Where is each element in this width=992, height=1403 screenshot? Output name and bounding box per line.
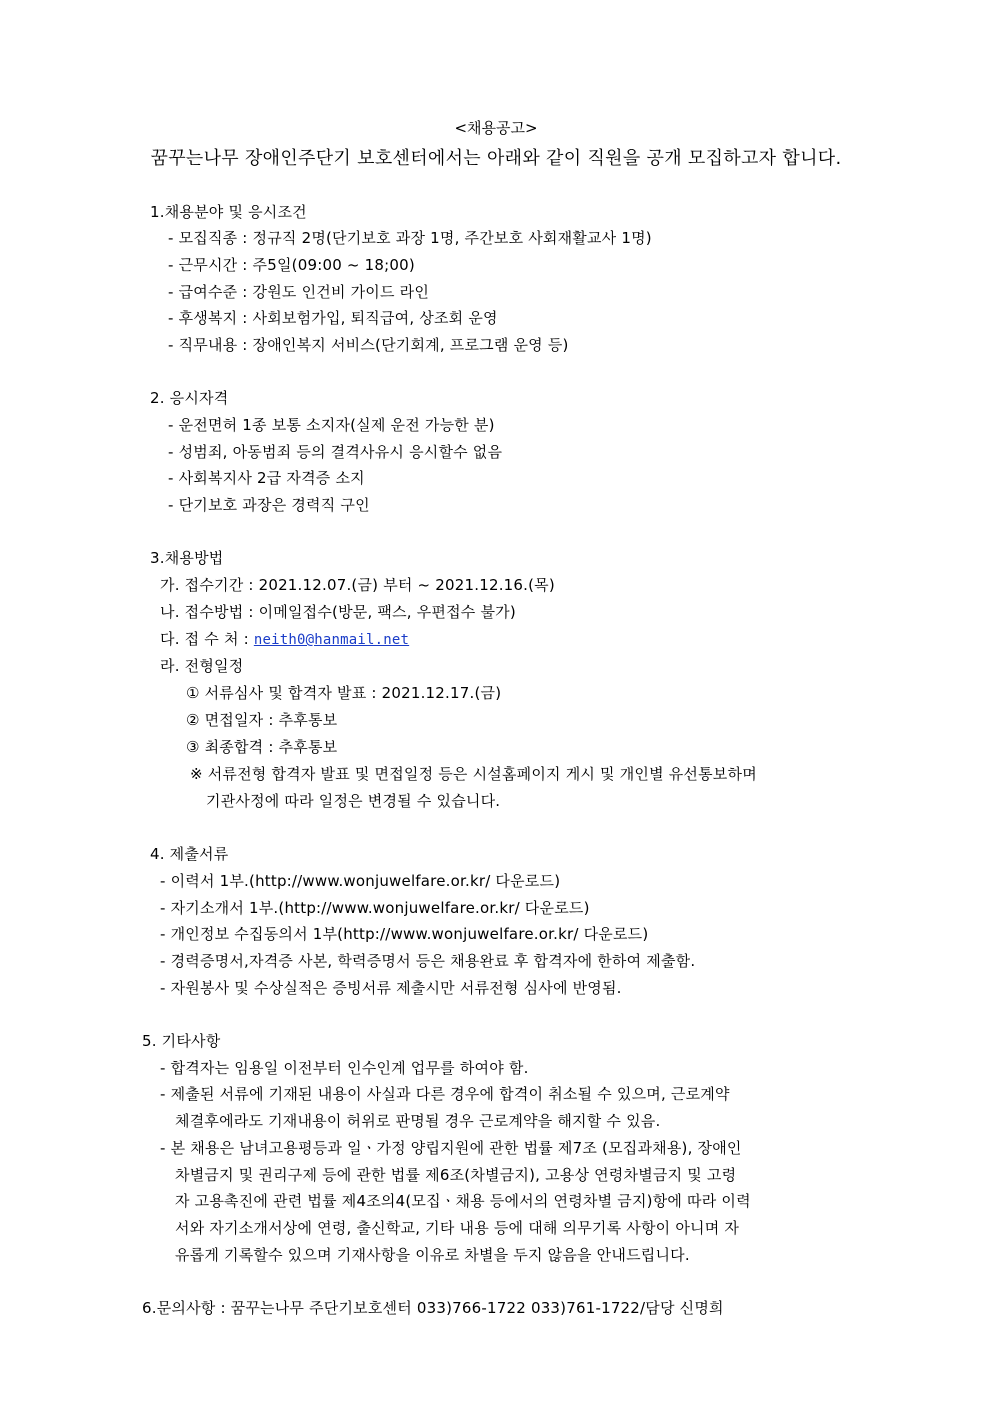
email-link[interactable]: neith0@hanmail.net xyxy=(253,632,410,648)
section1-heading: 1.채용분야 및 응시조건 xyxy=(150,203,307,221)
application-address xyxy=(160,629,409,650)
contact-info: 6.문의사항 : 꿈꾸는나무 주단기보호센터 033)766-1722 033)761-1722/담당 신명희 xyxy=(142,1299,724,1317)
schedule-item: ② 면접일자 : 추후통보 xyxy=(186,711,338,729)
schedule-item: ① 서류심사 및 합격자 발표 : 2021.12.17.(금) xyxy=(186,684,502,702)
section1-item: - 직무내용 : 장애인복지 서비스(단기회계, 프로그램 운영 등) xyxy=(168,336,569,354)
application-address-label: 다. 접 수 처 : xyxy=(160,630,254,648)
other-note: 자 고용촉진에 관련 법률 제4조의4(모집ㆍ채용 등에서의 연령차별 금지)항에 따라 이력 xyxy=(175,1192,751,1210)
other-note: 유롭게 기록할수 있으며 기재사항을 이유로 차별을 두지 않음을 안내드립니다. xyxy=(175,1246,690,1264)
schedule-item: ③ 최종합격 : 추후통보 xyxy=(186,738,338,756)
section1-item: - 급여수준 : 강원도 인건비 가이드 라인 xyxy=(168,283,430,301)
schedule-note: ※ 서류전형 합격자 발표 및 면접일정 등은 시설홈페이지 게시 및 개인별 유선통보하며 xyxy=(190,765,757,783)
section1-item: - 근무시간 : 주5일(09:00 ~ 18;00) xyxy=(168,256,415,274)
document-item: - 경력증명서,자격증 사본, 학력증명서 등은 채용완료 후 합격자에 한하여 제출함. xyxy=(160,952,696,970)
schedule-heading: 라. 전형일정 xyxy=(160,657,244,675)
other-note: - 합격자는 임용일 이전부터 인수인계 업무를 하여야 함. xyxy=(160,1059,529,1077)
document-item: - 개인정보 수집동의서 1부(http://www.wonjuwelfare.or.kr/ 다운로드) xyxy=(160,925,649,943)
section2-item: - 성범죄, 아동범죄 등의 결격사유시 응시할수 없음 xyxy=(168,443,503,461)
application-method: 나. 접수방법 : 이메일접수(방문, 팩스, 우편접수 불가) xyxy=(160,603,516,621)
other-note: 서와 자기소개서상에 연령, 출신학교, 기타 내용 등에 대해 의무기록 사항이 아니며 자 xyxy=(175,1219,740,1237)
section2-item: - 단기보호 과장은 경력직 구인 xyxy=(168,496,370,514)
schedule-note: 기관사정에 따라 일정은 변경될 수 있습니다. xyxy=(206,792,501,810)
document-item: - 자원봉사 및 수상실적은 증빙서류 제출시만 서류전형 심사에 반영됨. xyxy=(160,979,622,997)
section2-item: - 사회복지사 2급 자격증 소지 xyxy=(168,469,365,487)
document-item: - 자기소개서 1부.(http://www.wonjuwelfare.or.kr/ 다운로드) xyxy=(160,899,590,917)
section2-item: - 운전면허 1종 보통 소지자(실제 운전 가능한 분) xyxy=(168,416,495,434)
document-item: - 이력서 1부.(http://www.wonjuwelfare.or.kr/ 다운로드) xyxy=(160,872,561,890)
other-note: 차별금지 및 권리구제 등에 관한 법률 제6조(차별금지), 고용상 연령차별금지 및 고령 xyxy=(175,1166,737,1184)
application-period: 가. 접수기간 : 2021.12.07.(금) 부터 ~ 2021.12.16.(목) xyxy=(160,576,555,594)
notice-intro: 꿈꾸는나무 장애인주단기 보호센터에서는 아래와 같이 직원을 공개 모집하고자 합니다. xyxy=(150,148,842,169)
notice-title: <채용공고> xyxy=(454,119,538,137)
section2-heading: 2. 응시자격 xyxy=(150,389,229,407)
other-note: - 제출된 서류에 기재된 내용이 사실과 다른 경우에 합격이 취소될 수 있으며, 근로계약 xyxy=(160,1085,730,1103)
section1-item: - 모집직종 : 정규직 2명(단기보호 과장 1명, 주간보호 사회재활교사 1명) xyxy=(168,229,652,247)
other-note: 체결후에라도 기재내용이 허위로 판명될 경우 근로계약을 해지할 수 있음. xyxy=(175,1112,661,1130)
section3-heading: 3.채용방법 xyxy=(150,549,224,567)
other-note: - 본 채용은 남녀고용평등과 일ㆍ가정 양립지원에 관한 법률 제7조 (모집과채용), 장애인 xyxy=(160,1139,742,1157)
section4-heading: 4. 제출서류 xyxy=(150,845,229,863)
section1-item: - 후생복지 : 사회보험가입, 퇴직급여, 상조회 운영 xyxy=(168,309,498,327)
section5-heading: 5. 기타사항 xyxy=(142,1032,221,1050)
